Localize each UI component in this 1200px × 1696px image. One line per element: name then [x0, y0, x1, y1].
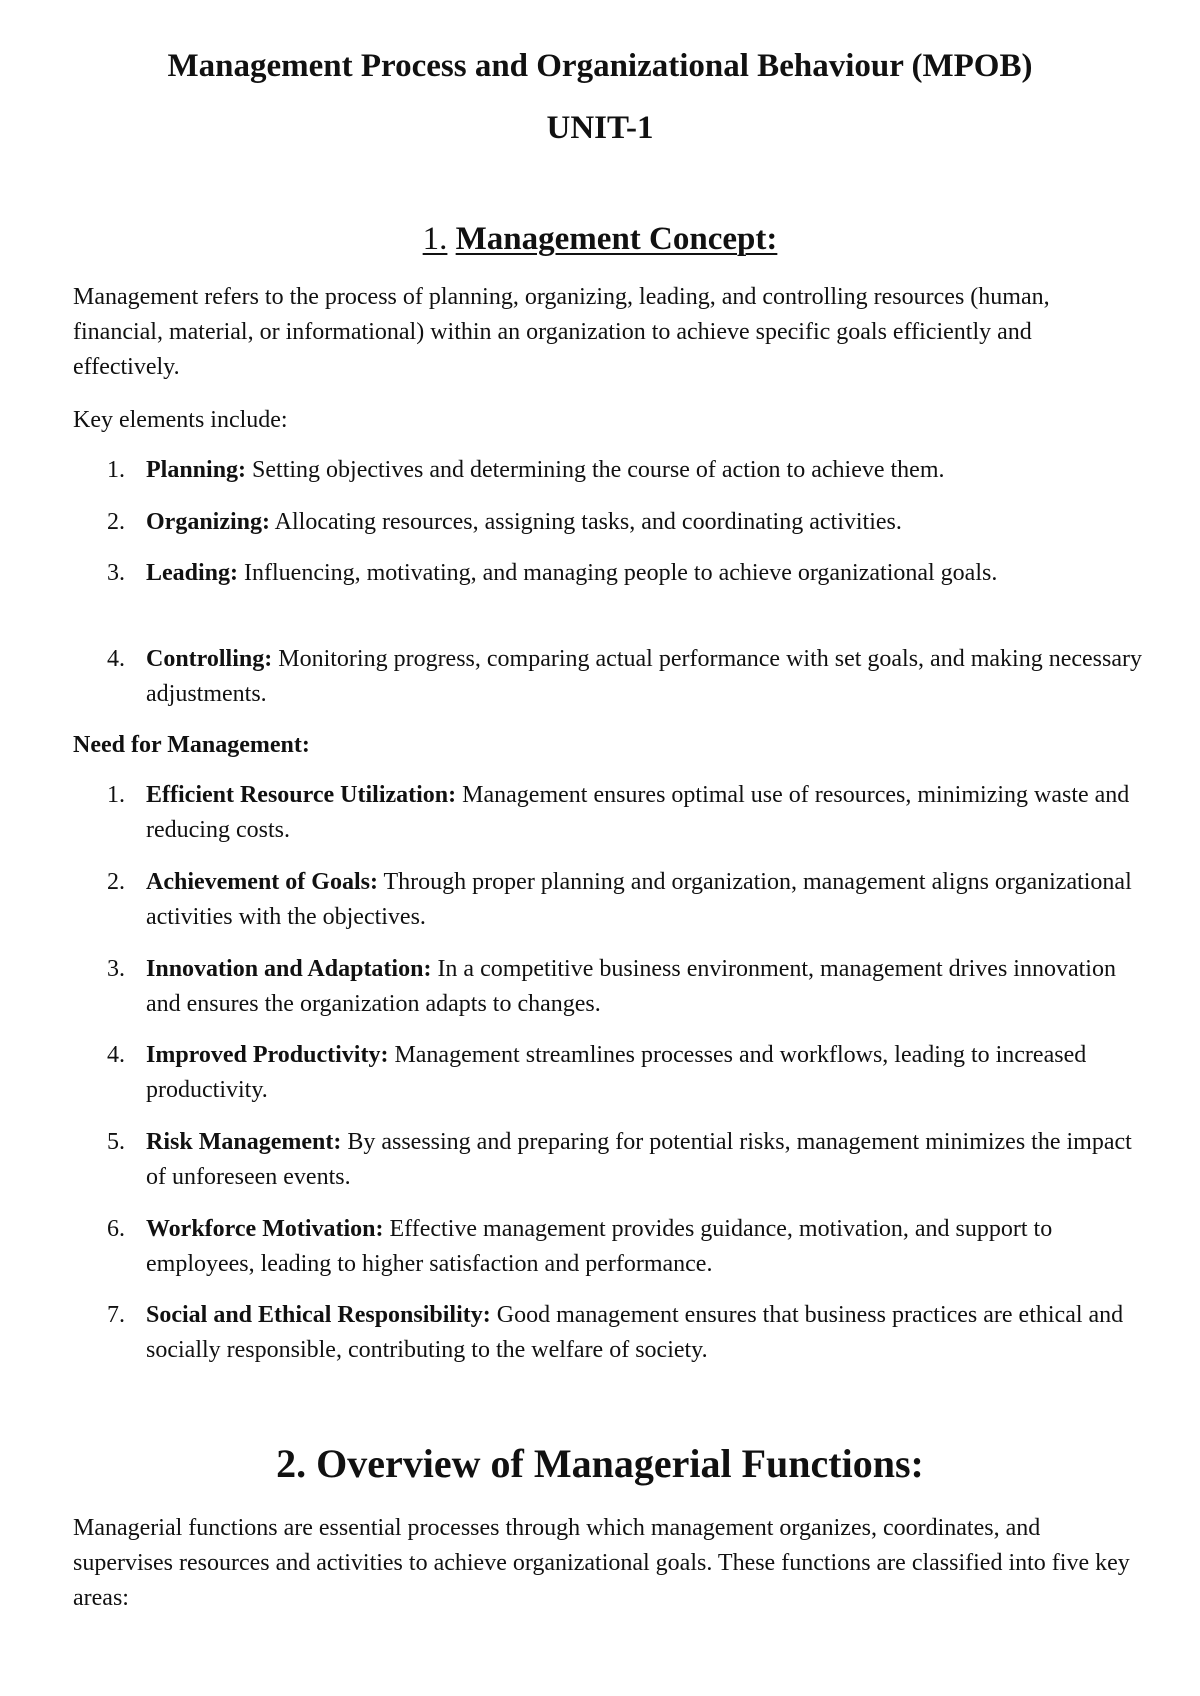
list-text: By assessing and preparing for potential risks, management minimizes the impact of unforeseen events.: [146, 1129, 1132, 1190]
list-number: 2.: [107, 509, 125, 535]
section-2-title: Overview of Managerial Functions:: [316, 1441, 924, 1486]
list-number: 5.: [107, 1129, 125, 1155]
list-number: 7.: [107, 1302, 125, 1328]
list-text: Through proper planning and organization, management aligns organizational activities with the objectives.: [146, 869, 1132, 930]
document-title: Management Process and Organizational Behaviour (MPOB): [167, 48, 1033, 84]
key-elements-intro: Key elements include:: [73, 407, 288, 433]
list-number: 4.: [107, 1042, 125, 1068]
list-term: Leading:: [146, 560, 239, 586]
list-text: Allocating resources, assigning tasks, and coordinating activities.: [270, 509, 902, 535]
list-number: 2.: [107, 869, 125, 895]
unit-label: UNIT-1: [546, 110, 654, 146]
section-1-number: 1.: [422, 221, 448, 257]
list-term: Efficient Resource Utilization:: [146, 782, 457, 808]
list-number: 6.: [107, 1216, 125, 1242]
list-text: Monitoring progress, comparing actual performance with set goals, and making necessary adjustments.: [146, 646, 1142, 707]
list-term: Social and Ethical Responsibility:: [146, 1302, 491, 1328]
list-term: Controlling:: [146, 646, 273, 672]
list-text: Effective management provides guidance, motivation, and support to employees, leading to higher satisfaction and performance.: [146, 1216, 1053, 1277]
list-text: Setting objectives and determining the course of action to achieve them.: [246, 457, 945, 483]
list-number: 1.: [107, 782, 125, 808]
list-number: 3.: [107, 560, 125, 586]
section-2-intro: Managerial functions are essential processes through which management organizes, coordinates, and supervises resources and activities to achieve organizational goals. These functions are classified into five key areas:: [73, 1515, 1130, 1611]
list-number: 1.: [107, 457, 125, 483]
list-text: Management ensures optimal use of resources, minimizing waste and reducing costs.: [146, 782, 1130, 843]
list-term: Improved Productivity:: [146, 1042, 389, 1068]
list-text: Management streamlines processes and workflows, leading to increased productivity.: [146, 1042, 1087, 1103]
list-text: In a competitive business environment, management drives innovation and ensures the organization adapts to changes.: [146, 956, 1116, 1017]
list-term: Achievement of Goals:: [146, 869, 378, 895]
list-term: Risk Management:: [146, 1129, 342, 1155]
list-number: 3.: [107, 956, 125, 982]
list-term: Workforce Motivation:: [146, 1216, 384, 1242]
section-2-heading: [0, 1441, 1200, 1487]
list-number: 4.: [107, 646, 125, 672]
section-1-title: Management Concept:: [455, 221, 778, 257]
list-term: Planning:: [146, 457, 247, 483]
list-term: Organizing:: [146, 509, 270, 535]
list-term: Innovation and Adaptation:: [146, 956, 432, 982]
section-2-number: 2.: [276, 1441, 307, 1486]
section-1-heading: [0, 219, 1200, 259]
need-heading: Need for Management:: [73, 732, 310, 758]
list-text: Influencing, motivating, and managing people to achieve organizational goals.: [238, 560, 998, 586]
section-1-intro: Management refers to the process of planning, organizing, leading, and controlling resources (human, financial, material, or informational) within an organization to achieve specific goals efficiently and effectively.: [73, 284, 1050, 380]
list-text: Good management ensures that business practices are ethical and socially responsible, contributing to the welfare of society.: [146, 1302, 1124, 1363]
